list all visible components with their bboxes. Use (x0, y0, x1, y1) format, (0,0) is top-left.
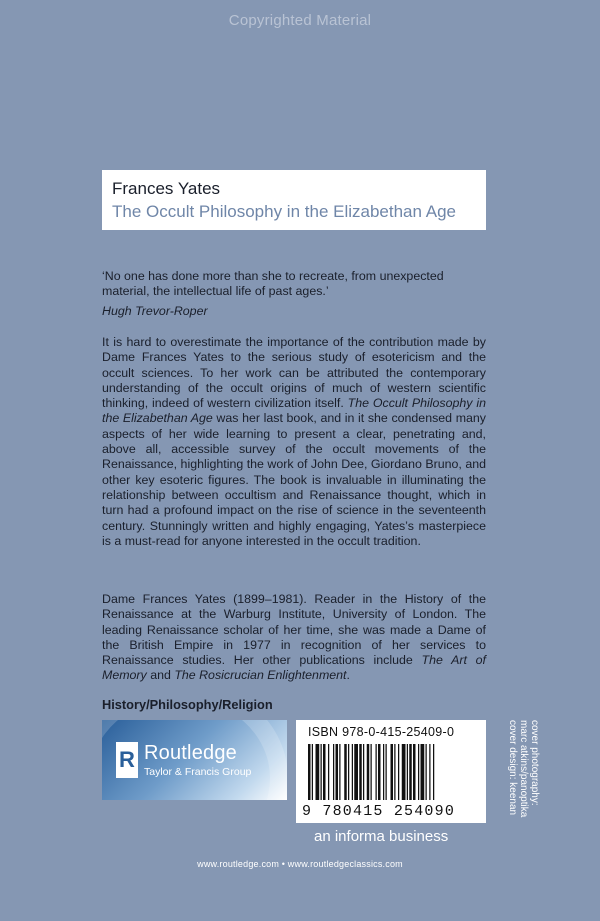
barcode-bars (308, 744, 476, 804)
barcode-bar (429, 744, 430, 800)
footer-urls: www.routledge.com • www.routledgeclassics.com (197, 859, 403, 869)
bio-end: . (346, 668, 350, 683)
barcode-bar (426, 744, 427, 800)
description-part-2: was her last book, and in it she condensed many aspects of her wide learning to present a clear, penetrating and, above all, accessible survey of the occult movements of the Renaissance, highlighting the work of John Dee, Giordano Bruno, and other key esoteric figures. The book is invaluable in illuminating the relationship between occultism and Renaissance thought, which in turn had a profound impact on the rise of science in the seventeenth century. Stunningly written and highly engaging, Yates’s masterpiece is a must-read for anyone interested in the occult tradition. (102, 411, 486, 548)
routledge-mark-icon: R (116, 742, 138, 778)
barcode-bar (407, 744, 408, 800)
barcode-bar (394, 744, 395, 800)
description-book-title: The Occult Philosophy in the Elizabethan Age (102, 396, 486, 426)
barcode-bar (328, 744, 329, 800)
author-name: Frances Yates (112, 179, 221, 198)
publisher-logo (102, 720, 287, 800)
credit-line-1: cover photography: (529, 720, 540, 806)
bio-work-2: The Rosicrucian Enlightenment (174, 668, 347, 683)
barcode-bar (344, 744, 347, 800)
barcode-bar (308, 744, 311, 800)
book-title: The Occult Philosophy in the Elizabethan Age (112, 202, 456, 221)
barcode-bar (383, 744, 384, 800)
barcode-bar (354, 744, 358, 800)
isbn-barcode (296, 720, 486, 823)
barcode-bar (386, 744, 387, 800)
barcode-bar (418, 744, 419, 800)
barcode-bar (409, 744, 412, 800)
barcode-bar (348, 744, 349, 800)
barcode-bar (312, 744, 313, 800)
description-part-1: It is hard to overestimate the importance of the contribution made by Dame Frances Yates to the serious study of esotericism and the occult sciences. To her work can be attributed the contemporary understanding of the occult origins of much of western scientific thinking, indeed of western civilization itself. (102, 335, 486, 411)
barcode-bar (363, 744, 364, 800)
barcode-bar (371, 744, 372, 800)
publisher-tagline: an informa business (314, 828, 449, 845)
barcode-bar (321, 744, 322, 800)
barcode-digits: 9 780415 254090 (302, 803, 456, 820)
credit-line-3: cover design: keenan (507, 720, 518, 816)
barcode-bar (352, 744, 353, 800)
publisher-name: Routledge (144, 742, 237, 764)
barcode-bar (398, 744, 399, 800)
bio-work-1: The Art of Memory (102, 653, 486, 683)
barcode-bar (402, 744, 406, 800)
barcode-bar (413, 744, 416, 800)
barcode-bar (323, 744, 326, 800)
quote-attribution: Hugh Trevor-Roper (102, 304, 208, 318)
barcode-bar (316, 744, 320, 800)
barcode-bar (376, 744, 377, 800)
barcode-bar (421, 744, 425, 800)
barcode-bar (433, 744, 434, 800)
barcode-bar (336, 744, 339, 800)
barcode-bar (378, 744, 381, 800)
credit-line-2: marc atkins/panoptika (518, 720, 529, 818)
barcode-bar (333, 744, 334, 800)
copyright-watermark: Copyrighted Material (228, 12, 372, 29)
book-description (102, 335, 486, 549)
barcode-bar (339, 744, 340, 800)
author-bio (102, 592, 486, 684)
isbn-label: ISBN 978-0-415-25409-0 (308, 725, 455, 739)
bio-and: and (146, 668, 175, 683)
subject-category: History/Philosophy/Religion (102, 697, 273, 712)
publisher-group: Taylor & Francis Group (144, 766, 252, 778)
cover-credits (490, 720, 540, 850)
barcode-bar (391, 744, 394, 800)
review-quote: ‘No one has done more than she to recreate, from unexpected material, the intellectual life of past ages.’ (102, 269, 444, 299)
barcode-bar (359, 744, 362, 800)
title-box (102, 170, 486, 230)
bio-part-1: Dame Frances Yates (1899–1981). Reader in the History of the Renaissance at the Warburg Institute, University of London. The leading Renaissance scholar of her time, she was made a Dame of the British Empire in 1977 in recognition of her services to Renaissance studies. Her other publications include (102, 592, 486, 668)
barcode-bar (367, 744, 370, 800)
